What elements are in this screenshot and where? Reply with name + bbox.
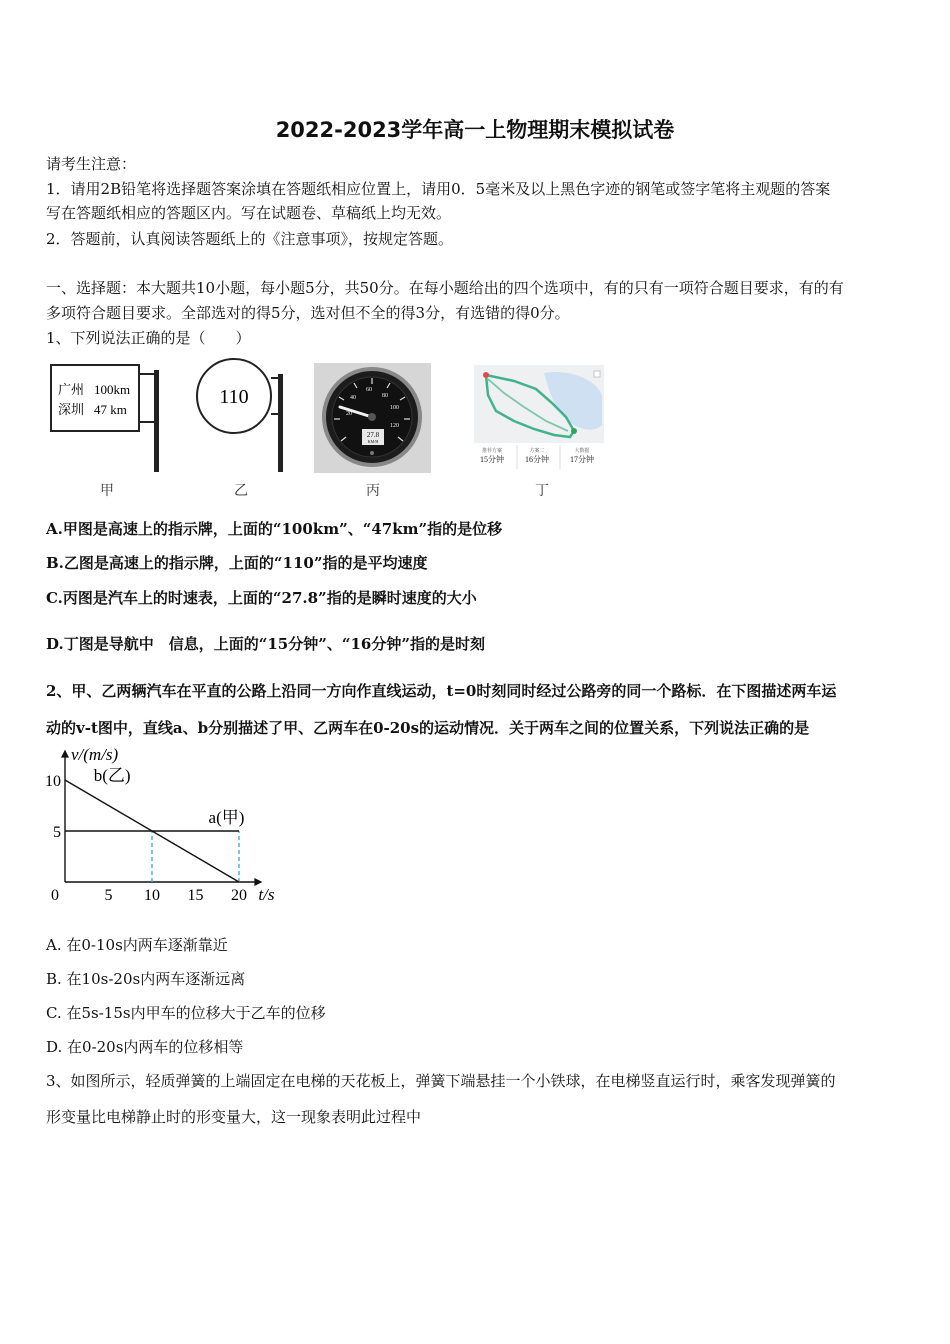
tick-120: 120 <box>390 423 399 429</box>
q1-figure-bing-speedometer <box>314 363 431 473</box>
section-1-intro-line-2: 多项符合题目要求。全部选对的得5分，选对但不全的得3分，有选错的得0分。 <box>46 304 570 322</box>
speedometer-display-value: 27.8 <box>366 431 380 439</box>
q2-stem-line-1: 2、甲、乙两辆汽车在平直的公路上沿同一方向作直线运动，t=0时刻同时经过公路旁的同一个路标．在下图描述两车运 <box>46 682 837 700</box>
q1-figure-label-jia: 甲 <box>100 483 114 499</box>
q1-figure-jia-sign <box>48 360 166 474</box>
limit-post <box>278 374 283 472</box>
x-tick-15: 15 <box>187 887 204 904</box>
page-title: 2022-2023学年高一上物理期末模拟试卷 <box>275 118 675 142</box>
q2-vt-chart <box>40 742 300 912</box>
notice-item-2: 2．答题前，认真阅读答题纸上的《注意事项》，按规定答题。 <box>46 230 454 248</box>
x-axis-label: t/s <box>258 885 275 904</box>
sign-board <box>51 365 139 431</box>
q2-option-c: C. 在5s-15s内甲车的位移大于乙车的位移 <box>46 1004 326 1022</box>
q2-option-b: B. 在10s-20s内两车逐渐远离 <box>46 970 246 988</box>
sign-row2-dist: 47 km <box>94 402 127 417</box>
plan-2-time: 16分钟 <box>525 455 549 464</box>
y-axis-label: v/(m/s) <box>71 745 119 764</box>
y-tick-10: 10 <box>45 773 61 790</box>
sign-row1-city: 广州 <box>58 382 85 397</box>
q1-figure-ding-navigation <box>474 365 604 471</box>
q3-stem-line-2: 形变量比电梯静止时的形变量大，这一现象表明此过程中 <box>46 1108 422 1126</box>
q1-option-d: D.丁图是导航中 信息，上面的“15分钟”、“16分钟”指的是时刻 <box>46 635 485 653</box>
y-tick-5: 5 <box>53 824 61 841</box>
tick-100: 100 <box>390 405 399 411</box>
notice-item-1-line-2: 写在答题纸相应的答题区内。写在试题卷、草稿纸上均无效。 <box>46 204 452 222</box>
sign-row2-city: 深圳 <box>58 402 85 417</box>
limit-value: 110 <box>219 386 249 408</box>
section-1-intro-line-1: 一、选择题：本大题共10小题，每小题5分，共50分。在每小题给出的四个选项中，有的只有一项符合题目要求，有的有 <box>46 279 844 297</box>
q3-stem-line-1: 3、如图所示，轻质弹簧的上端固定在电梯的天花板上，弹簧下端悬挂一个小铁球，在电梯竖直运行时，乘客发现弹簧的 <box>46 1072 836 1090</box>
y-axis-arrow-icon <box>61 750 69 758</box>
q2-option-d: D. 在0-20s内两车的位移相等 <box>46 1038 244 1056</box>
q1-option-a: A.甲图是高速上的指示牌，上面的“100km”、“47km”指的是位移 <box>46 520 503 538</box>
q1-figure-yi-sign <box>192 356 288 474</box>
plan-3-name: 大数据 <box>574 449 590 454</box>
x-tick-10: 10 <box>144 887 160 904</box>
q1-figure-label-yi: 乙 <box>234 483 248 499</box>
q1-figure-label-ding: 丁 <box>535 483 549 499</box>
series-b-label: b(乙) <box>93 766 131 786</box>
q2-option-a: A. 在0-10s内两车逐渐靠近 <box>46 936 228 954</box>
q1-option-c: C.丙图是汽车上的时速表，上面的“27.8”指的是瞬时速度的大小 <box>46 589 477 607</box>
plan-1-name: 推荐方案 <box>481 449 503 454</box>
sign-post <box>154 370 159 472</box>
plan-2-name: 方案二 <box>529 449 545 454</box>
map-end-icon <box>571 428 577 434</box>
notice-item-1-line-1: 1．请用2B铅笔将选择题答案涂填在答题纸相应位置上，请用0．5毫米及以上黑色字迹的钢笔或签字笔将主观题的答案 <box>46 180 831 198</box>
q2-stem-line-2: 动的v-t图中，直线a、b分别描述了甲、乙两车在0-20s的运动情况．关于两车之间的位置关系，下列说法正确的是 <box>46 719 810 737</box>
tick-80: 80 <box>382 393 388 399</box>
plan-1-time: 15分钟 <box>480 455 504 464</box>
q1-option-b: B.乙图是高速上的指示牌，上面的“110”指的是平均速度 <box>46 554 428 572</box>
x-tick-20: 20 <box>231 887 247 904</box>
tick-40: 40 <box>350 395 356 401</box>
sign-row1-dist: 100km <box>94 382 131 397</box>
x-tick-5: 5 <box>104 887 113 904</box>
series-a-label: a(甲) <box>208 808 245 827</box>
tick-60: 60 <box>366 387 372 393</box>
plan-3-time: 17分钟 <box>570 455 594 464</box>
map-start-icon <box>483 372 489 378</box>
q1-stem: 1、下列说法正确的是（ ） <box>46 329 251 347</box>
q1-figure-label-bing: 丙 <box>366 483 380 499</box>
notice-heading: 请考生注意： <box>46 155 137 173</box>
speedometer-display-unit: KM/H <box>367 439 379 444</box>
x-tick-0: 0 <box>51 887 59 904</box>
tick-20: 20 <box>346 411 352 417</box>
